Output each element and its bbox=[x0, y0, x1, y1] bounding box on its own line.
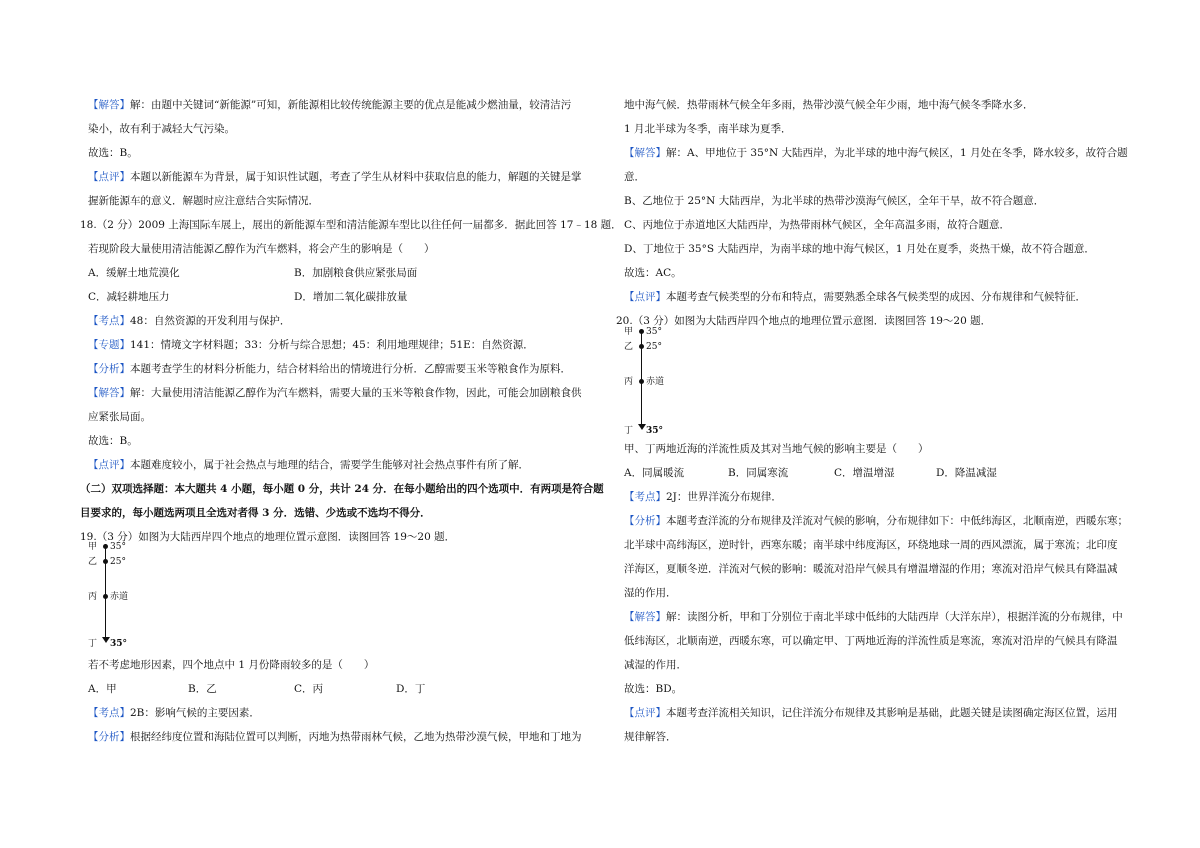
q18-answer-2: 应紧张局面。 bbox=[88, 411, 151, 423]
label-35s: 35° bbox=[110, 639, 128, 649]
q19-analysis-cont: 地中海气候．热带雨林气候全年多雨，热带沙漠气候全年少雨，地中海气候冬季降水多． bbox=[624, 99, 1034, 111]
label-35n: 35° bbox=[110, 542, 126, 552]
q19-knowledge-point: 【考点】2B：影响气候的主要因素． bbox=[88, 707, 260, 719]
q19-option-c: C．丙 bbox=[294, 683, 324, 695]
q19-answer-b: B、乙地位于 25°N 大陆西岸，为北半球的热带沙漠海气候区，全年干旱，故不符合题意． bbox=[624, 195, 1045, 207]
q20-answer-3: 减湿的作用． bbox=[624, 659, 687, 671]
label-equator: 赤道 bbox=[110, 592, 129, 602]
q20-comment-2: 规律解答． bbox=[624, 731, 677, 743]
q20-option-a: A．同属暖流 bbox=[624, 467, 685, 479]
q19-option-d: D．丁 bbox=[396, 683, 426, 695]
label-equator: 赤道 bbox=[646, 377, 665, 387]
q20-analysis-4: 湿的作用． bbox=[624, 587, 677, 599]
label-jia: 甲 bbox=[88, 542, 98, 552]
q18-option-a: A．缓解土地荒漠化 bbox=[88, 267, 180, 279]
q20-choice: 故选：BD。 bbox=[624, 683, 683, 695]
answer-line bbox=[88, 97, 571, 113]
q18-choice: 故选：B。 bbox=[88, 435, 138, 447]
q18-knowledge-point: 【考点】48：自然资源的开发利用与保护． bbox=[88, 315, 291, 327]
q19-answer: 【解答】解：A、甲地位于 35°N 大陆西岸，为北半球的地中海气候区，1 月处在冬季，降水较多，故符合题 bbox=[624, 147, 1128, 159]
q19-analysis: 【分析】根据经纬度位置和海陆位置可以判断，丙地为热带雨林气候，乙地为热带沙漠气候，甲地和丁地为 bbox=[88, 731, 582, 743]
q20-analysis: 【分析】本题考查洋流的分布规律及洋流对气候的影响，分布规律如下：中低纬海区，北顺南逆，西暖东寒； bbox=[624, 515, 1128, 527]
answer-line-2: 染小，故有利于减轻大气污染。 bbox=[88, 123, 235, 135]
comment-line bbox=[88, 169, 582, 185]
label-yi: 乙 bbox=[624, 342, 634, 352]
q18-topic: 【专题】141：情境文字材料题；33：分析与综合思想；45：利用地理规律；51E：自然资源． bbox=[88, 339, 534, 351]
q20-knowledge-point: 【考点】2J：世界洋流分布规律． bbox=[624, 491, 782, 503]
label-jia: 甲 bbox=[624, 327, 634, 337]
q20-answer: 【解答】解：读图分析，甲和丁分别位于南北半球中低纬的大陆西岸（大洋东岸），根据洋流的分布规律，中 bbox=[624, 611, 1123, 623]
point-yi bbox=[639, 344, 644, 349]
question-19-prompt: 若不考虑地形因素，四个地点中 1 月份降雨较多的是（ ） bbox=[88, 659, 375, 671]
axis-arrow bbox=[638, 424, 646, 430]
q19-answer-d: D、丁地位于 35°S 大陆西岸，为南半球的地中海气候区，1 月处在夏季，炎热干燥，故不符合题意． bbox=[624, 243, 1095, 255]
comment-text: 本题以新能源车为背景，属于知识性试题，考查了学生从材料中获取信息的能力，解题的关键是掌 bbox=[130, 171, 582, 183]
q20-option-c: C．增温增湿 bbox=[834, 467, 895, 479]
choice-line: 故选：B。 bbox=[88, 147, 138, 159]
label-yi: 乙 bbox=[88, 557, 98, 567]
q19-answer-c: C、丙地位于赤道地区大陆西岸，为热带雨林气候区，全年高温多雨，故符合题意． bbox=[624, 219, 1011, 231]
question-19-stem: 19.（3 分）如图为大陆西岸四个地点的地理位置示意图．读图回答 19～20 题． bbox=[80, 531, 456, 543]
q19-comment: 【点评】本题考查气候类型的分布和特点，需要熟悉全球各气候类型的成因、分布规律和气候特征． bbox=[624, 291, 1086, 303]
q20-comment: 【点评】本题考查洋流相关知识，记住洋流分布规律及其影响是基础，此题关键是读图确定海区位置，运用 bbox=[624, 707, 1118, 719]
question-18-stem: 18.（2 分）2009 上海国际车展上，展出的新能源车型和清洁能源车型比以往任何一届都多．据此回答 17﹣18 题． bbox=[80, 219, 622, 231]
question-20-stem: 20.（3 分）如图为大陆西岸四个地点的地理位置示意图．读图回答 19～20 题． bbox=[616, 315, 992, 327]
label-bing: 丙 bbox=[624, 377, 634, 387]
point-bing bbox=[103, 594, 108, 599]
q18-analysis: 【分析】本题考查学生的材料分析能力，结合材料给出的情境进行分析．乙醇需要玉米等粮食作为原料． bbox=[88, 363, 571, 375]
q19-option-b: B．乙 bbox=[188, 683, 217, 695]
label-35s: 35° bbox=[646, 426, 664, 436]
label-ding: 丁 bbox=[624, 426, 634, 436]
label-25n: 25° bbox=[110, 557, 126, 567]
q19-analysis-cont-2: 1 月北半球为冬季，南半球为夏季． bbox=[624, 123, 792, 135]
q19-choice: 故选：AC。 bbox=[624, 267, 682, 279]
section-2-heading: （二）双项选择题：本大题共 4 小题，每小题 0 分，共计 24 分．在每小题给出的四个选项中．有两项是符合题 bbox=[80, 483, 604, 495]
comment-tag: 【点评】 bbox=[88, 171, 130, 183]
q20-analysis-3: 洋海区，夏顺冬逆．洋流对气候的影响：暖流对沿岸气候具有增温增湿的作用；寒流对沿岸气候具有降温减 bbox=[624, 563, 1118, 575]
q18-comment: 【点评】本题难度较小，属于社会热点与地理的结合，需要学生能够对社会热点事件有所了解． bbox=[88, 459, 529, 471]
question-18-prompt: 若现阶段大量使用清洁能源乙醇作为汽车燃料，将会产生的影响是（ ） bbox=[88, 243, 435, 255]
label-ding: 丁 bbox=[88, 639, 98, 649]
point-jia bbox=[639, 329, 644, 334]
q19-option-a: A．甲 bbox=[88, 683, 117, 695]
answer-tag: 【解答】 bbox=[88, 99, 130, 111]
q19-answer-2: 意． bbox=[624, 171, 645, 183]
q19-latitude-figure bbox=[88, 542, 148, 654]
q18-option-b: B．加剧粮食供应紧张局面 bbox=[294, 267, 418, 279]
axis-arrow bbox=[102, 637, 110, 643]
section-2-heading-2: 目要求的，每小题选两项且全选对者得 3 分．选错、少选或不选均不得分． bbox=[80, 507, 431, 519]
point-yi bbox=[103, 559, 108, 564]
label-35n: 35° bbox=[646, 327, 662, 337]
q18-option-c: C．减轻耕地压力 bbox=[88, 291, 170, 303]
q20-option-d: D．降温减湿 bbox=[936, 467, 997, 479]
q20-option-b: B．同属寒流 bbox=[728, 467, 789, 479]
q18-answer: 【解答】解：大量使用清洁能源乙醇作为汽车燃料，需要大量的玉米等粮食作物，因此，可能会加剧粮食供 bbox=[88, 387, 582, 399]
question-20-prompt: 甲、丁两地近海的洋流性质及其对当地气候的影响主要是（ ） bbox=[624, 443, 929, 455]
label-bing: 丙 bbox=[88, 592, 98, 602]
point-bing bbox=[639, 379, 644, 384]
point-jia bbox=[103, 544, 108, 549]
q20-latitude-figure bbox=[624, 327, 684, 439]
answer-text: 解：由题中关键词“新能源”可知，新能源相比较传统能源主要的优点是能减少燃油量，较清洁污 bbox=[130, 99, 572, 111]
comment-line-2: 握新能源车的意义．解题时应注意结合实际情况． bbox=[88, 195, 319, 207]
q20-analysis-2: 北半球中高纬海区，逆时针，西寒东暖；南半球中纬度海区，环绕地球一周的西风漂流，属于寒流；北印度 bbox=[624, 539, 1118, 551]
q20-answer-2: 低纬海区，北顺南逆，西暖东寒，可以确定甲、丁两地近海的洋流性质是寒流，寒流对沿岸的气候具有降温 bbox=[624, 635, 1118, 647]
label-25n: 25° bbox=[646, 342, 662, 352]
q18-option-d: D．增加二氧化碳排放量 bbox=[294, 291, 408, 303]
